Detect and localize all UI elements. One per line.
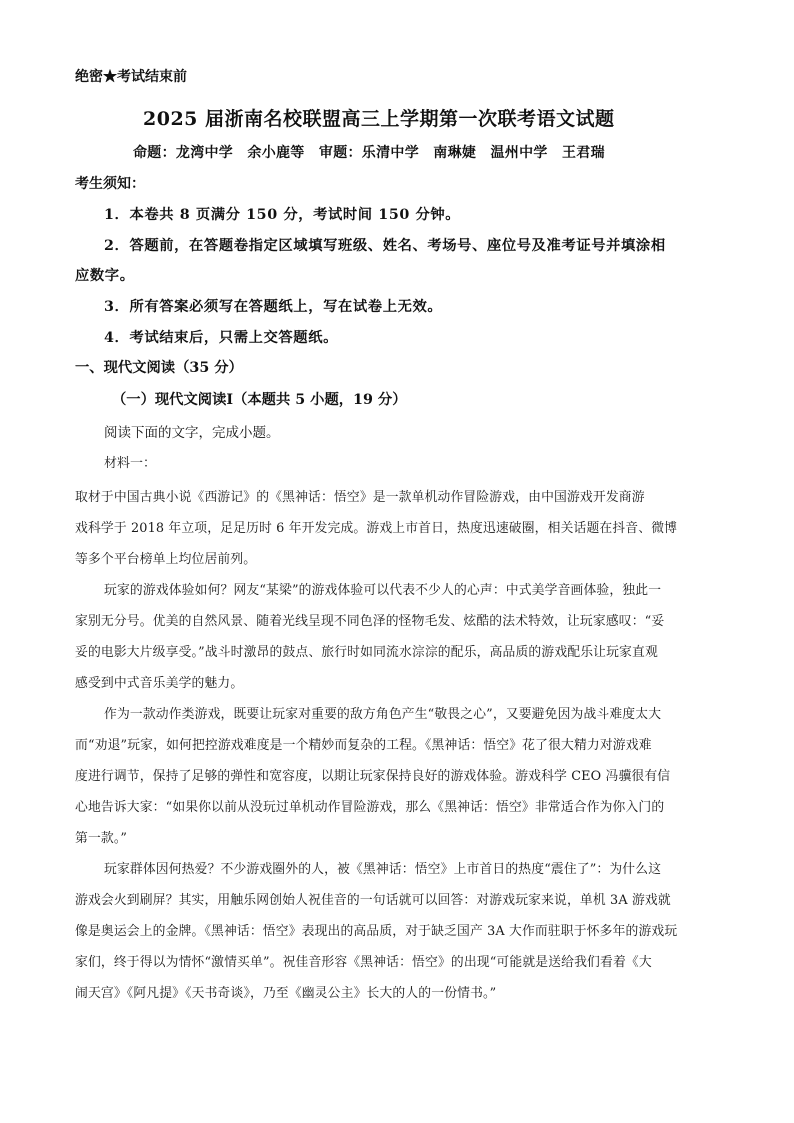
notice-rule-4: 4．考试结束后，只需上交答题纸。 [104,330,338,346]
article-line: 第一款。” [75,831,128,846]
article-line: 游戏会火到刷屏？其实，用触乐网创始人祝佳音的一句话就可以回答：对游戏玩家来说，单机 3A 游戏就 [75,893,671,908]
article-line: 而“劝退”玩家，如何把控游戏难度是一个精妙而复杂的工程。《黑神话：悟空》花了很大精力对游戏难 [75,738,652,753]
material-label: 材料一： [104,456,157,471]
article-line: 等多个平台榜单上均位居前列。 [75,552,257,567]
reading-instruction: 阅读下面的文字，完成小题。 [104,425,280,441]
authors-line: 命题：龙湾中学 余小鹿等 审题：乐清中学 南琳婕 温州中学 王君瑞 [133,145,605,161]
section-heading: 一、现代文阅读（35 分） [75,360,243,376]
article-line: 像是奥运会上的金牌。《黑神话：悟空》表现出的高品质，对于缺乏国产 3A 大作而驻职于怀多年的游戏玩 [75,924,678,939]
notice-rule-3: 3．所有答案必须写在答题纸上，写在试卷上无效。 [104,299,443,315]
article-line: 妥的电影大片级享受。”战斗时激昂的鼓点、旅行时如同流水淙淙的配乐，高品质的游戏配乐让玩家直观 [75,645,658,660]
article-line: 玩家群体因何热爱？不少游戏圈外的人，被《黑神话：悟空》上市首日的热度“震住了”：为什么这 [104,862,662,877]
article-line: 家别无分号。优美的自然风景、随着光线呈现不同色泽的怪物毛发、炫酷的法术特效，让玩家感叹：“妥 [75,614,665,629]
notice-rule-1: 1．本卷共 8 页满分 150 分，考试时间 150 分钟。 [104,207,461,223]
article-line: 心地告诉大家：“如果你以前从没玩过单机动作冒险游戏，那么《黑神话：悟空》非常适合作为你入门的 [75,800,665,815]
article-line: 度进行调节，保持了足够的弹性和宽容度，以期让玩家保持良好的游戏体验。游戏科学 CEO 冯骥很有信 [75,769,671,784]
notice-rule-2-line-1: 2．答题前，在答题卷指定区域填写班级、姓名、考场号、座位号及准考证号并填涂相 [104,238,666,254]
article-line: 取材于中国古典小说《西游记》的《黑神话：悟空》是一款单机动作冒险游戏，由中国游戏开发商游 [75,490,645,505]
subsection-heading: （一）现代文阅读Ⅰ（本题共 5 小题，19 分） [112,392,407,408]
confidential-label: 绝密★考试结束前 [75,69,187,85]
exam-title: 2025 届浙南名校联盟高三上学期第一次联考语文试题 [143,108,615,130]
article-line: 家们，终于得以为情怀“激情买单”。祝佳音形容《黑神话：悟空》的出现“可能就是送给我们看着《大 [75,955,652,970]
article-line: 作为一款动作类游戏，既要让玩家对重要的敌方角色产生“敬畏之心”，又要避免因为战斗难度太大 [104,707,662,722]
notice-rule-2-line-2: 应数字。 [75,268,135,284]
article-line: 闹天宫》《阿凡提》《天书奇谈》，乃至《幽灵公主》长大的人的一份情书。” [75,986,497,1001]
article-line: 感受到中式音乐美学的魅力。 [75,676,244,691]
article-line: 玩家的游戏体验如何？网友“某梁”的游戏体验可以代表不少人的心声：中式美学音画体验，独此一 [104,583,662,598]
article-line: 戏科学于 2018 年立项，足足历时 6 年开发完成。游戏上市首日，热度迅速破圈，相关话题在抖音、微博 [75,521,678,536]
notice-heading: 考生须知： [75,176,145,192]
